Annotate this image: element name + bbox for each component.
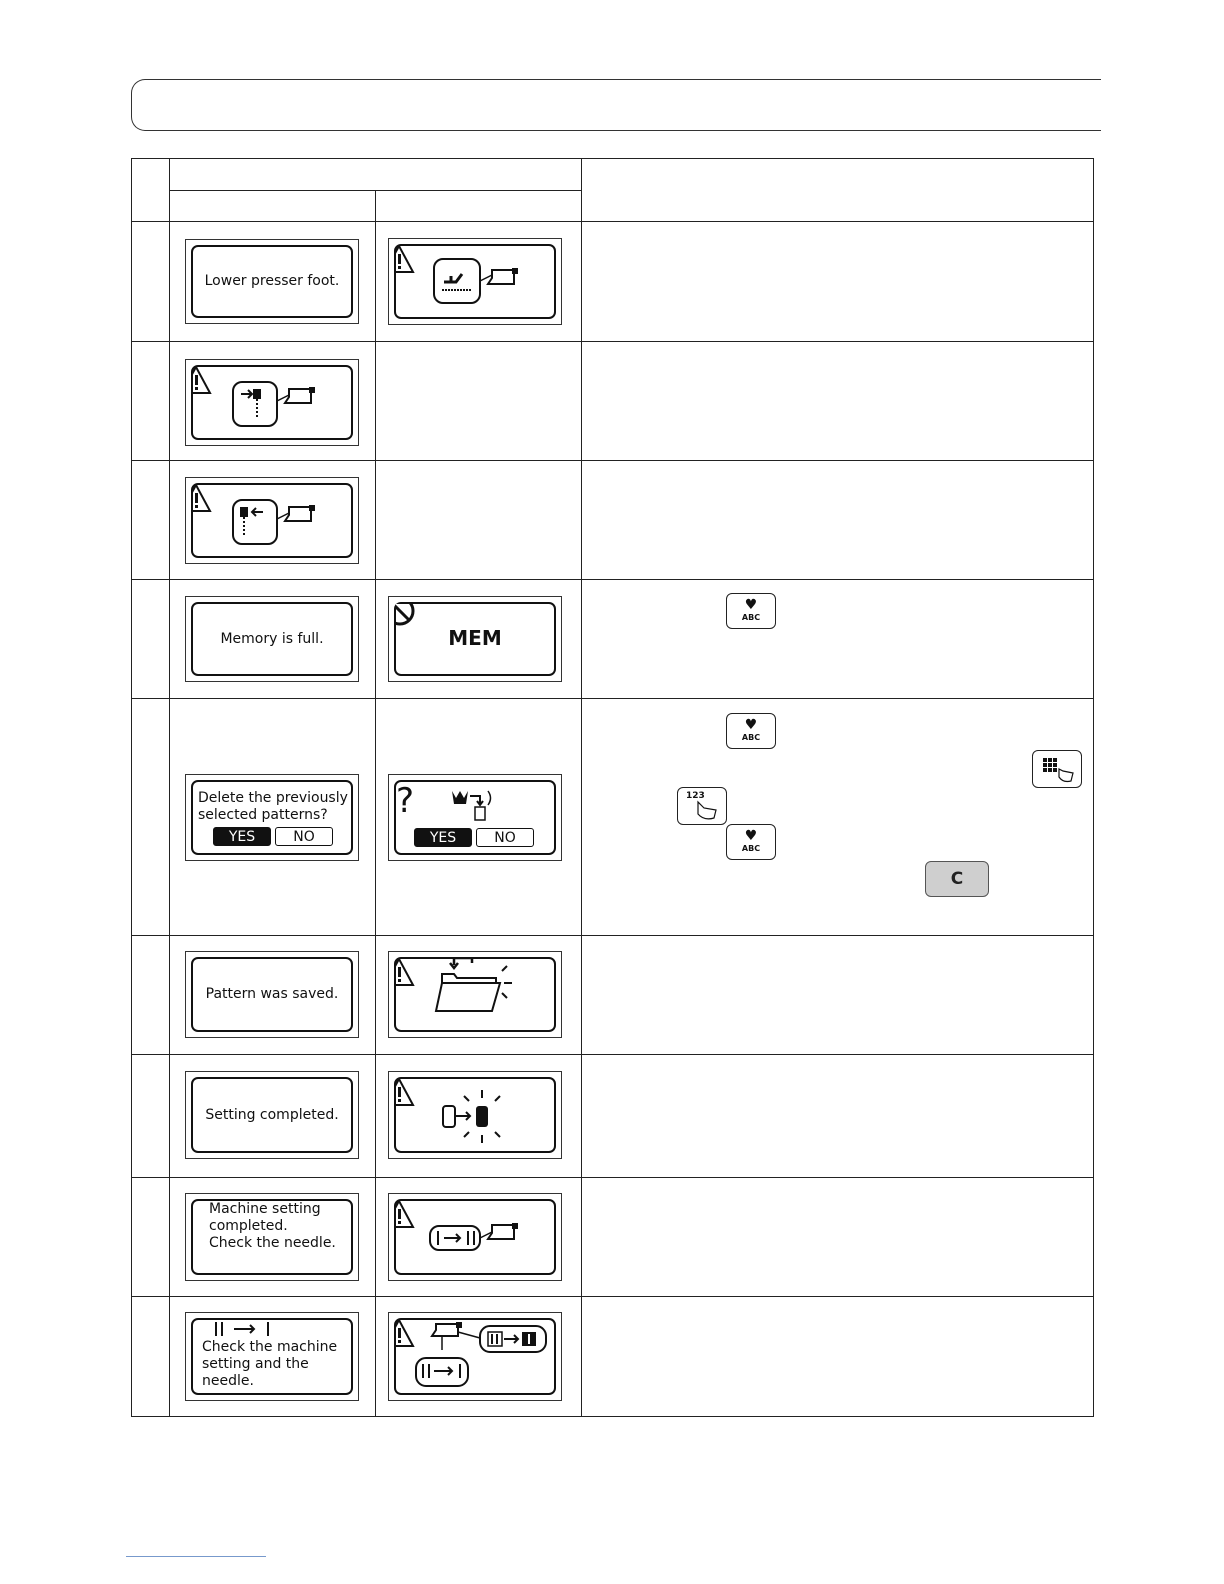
lcd-icon-screen [388, 1071, 562, 1159]
table-row [132, 1297, 1094, 1417]
description-cell [582, 699, 1094, 936]
description-cell [582, 580, 1094, 699]
description-cell [582, 1055, 1094, 1178]
memory-label: MEM [448, 626, 502, 650]
lcd-screen [185, 1193, 359, 1281]
icon-screen-cell [376, 461, 582, 580]
subheader-text-screen [170, 191, 376, 222]
table-row [132, 1055, 1094, 1178]
row-index-cell [132, 1055, 170, 1178]
icon-screen-cell [376, 1055, 582, 1178]
row-index-cell [132, 461, 170, 580]
lcd-message: Lower presser foot. [191, 245, 353, 318]
lcd-icon-screen [185, 359, 359, 446]
header-description-cell [582, 159, 1094, 222]
no-button[interactable]: NO [476, 828, 534, 847]
yes-button[interactable]: YES [414, 828, 472, 847]
table-row [132, 699, 1094, 936]
icon-screen-cell [376, 580, 582, 699]
text-screen-cell [170, 699, 376, 936]
text-screen-cell [170, 461, 376, 580]
description-cell [582, 1178, 1094, 1297]
table-row [132, 1178, 1094, 1297]
sewing-machine-icon [488, 270, 514, 284]
header-screen-cell [170, 159, 582, 191]
sewing-machine-icon [285, 389, 311, 403]
text-screen-cell [170, 936, 376, 1055]
lcd-icon-screen [388, 1312, 562, 1401]
description-cell [582, 1297, 1094, 1417]
clear-button[interactable]: C [925, 861, 989, 897]
table-row [132, 936, 1094, 1055]
text-screen-cell [170, 1055, 376, 1178]
no-button[interactable]: NO [275, 827, 333, 846]
needle-change-icon [210, 1321, 290, 1339]
question-mark-icon: ? [396, 782, 415, 821]
heart-icon: ♥ [744, 717, 758, 733]
description-cell [582, 222, 1094, 342]
description-cell [582, 936, 1094, 1055]
row-index-cell [132, 936, 170, 1055]
lcd-message-line3: needle. [202, 1373, 254, 1389]
presser-foot-icon [396, 246, 560, 323]
needle-right-icon [193, 485, 357, 562]
icon-screen-cell [376, 222, 582, 342]
row-index-cell [132, 342, 170, 461]
table-row [132, 461, 1094, 580]
led-on-icon [396, 1079, 560, 1157]
heart-icon: ♥ [744, 597, 758, 613]
lcd-screen [185, 774, 359, 861]
text-screen-cell [170, 580, 376, 699]
text-screen-cell [170, 222, 376, 342]
pattern-memory-key[interactable]: ♥ ABC [726, 824, 776, 860]
lcd-screen [185, 951, 359, 1038]
lcd-screen [185, 1071, 359, 1159]
row-index-cell [132, 1297, 170, 1417]
section-header-bar [131, 79, 1101, 131]
text-screen-cell [170, 342, 376, 461]
twin-needle-icon [396, 1201, 560, 1279]
lcd-icon-screen [388, 774, 562, 861]
lcd-message: Setting completed. [191, 1077, 353, 1153]
icon-screen-cell [376, 342, 582, 461]
sewing-machine-icon [432, 1324, 458, 1336]
sewing-machine-icon [488, 1225, 514, 1239]
lcd-message-line1: Check the machine [202, 1339, 338, 1355]
icon-screen-cell [376, 1297, 582, 1417]
row-index-cell [132, 580, 170, 699]
text-screen-cell [170, 1178, 376, 1297]
heart-icon: ♥ [744, 828, 758, 844]
lcd-screen [185, 1312, 359, 1401]
lcd-icon-screen [388, 1193, 562, 1281]
delete-prompt-line2: selected patterns? [198, 806, 328, 823]
footer-link-underline [126, 1556, 266, 1557]
description-cell [582, 342, 1094, 461]
lcd-icon-screen [388, 596, 562, 682]
lcd-message-line2: completed. [209, 1218, 288, 1234]
direct-pattern-key[interactable] [1032, 750, 1082, 788]
machine-needle-check-icon [396, 1320, 560, 1399]
yes-button[interactable]: YES [213, 827, 271, 846]
delete-prompt-line1: Delete the previously [198, 789, 348, 806]
icon-screen-cell [376, 699, 582, 936]
lcd-message-line3: Check the needle. [209, 1235, 336, 1251]
row-index-cell [132, 699, 170, 936]
trash-icon [475, 807, 485, 820]
lcd-icon-screen [388, 238, 562, 325]
table-row [132, 222, 1094, 342]
number-key[interactable]: 123 [677, 787, 727, 825]
icon-screen-cell [376, 1178, 582, 1297]
pattern-memory-key[interactable]: ♥ ABC [726, 593, 776, 629]
lcd-message-line2: setting and the [202, 1356, 309, 1372]
description-cell [582, 461, 1094, 580]
subheader-icon-screen [376, 191, 582, 222]
grid-hand-icon [1033, 751, 1081, 787]
lcd-message-line1: Machine setting [209, 1201, 321, 1217]
sewing-machine-icon [285, 507, 311, 521]
pattern-memory-key[interactable]: ♥ ABC [726, 713, 776, 749]
lcd-icon-screen [388, 951, 562, 1038]
row-index-cell [132, 222, 170, 342]
needle-left-icon [193, 367, 357, 444]
icon-screen-cell [376, 936, 582, 1055]
text-screen-cell [170, 1297, 376, 1417]
row-index-cell [132, 1178, 170, 1297]
lcd-screen [185, 239, 359, 324]
lcd-message: Memory is full. [191, 602, 353, 676]
lcd-message: Pattern was saved. [191, 957, 353, 1032]
folder-save-icon [396, 959, 560, 1036]
header-index-cell [132, 159, 170, 222]
header-row [132, 159, 1094, 191]
table-row [132, 342, 1094, 461]
lcd-screen [185, 596, 359, 682]
message-table [131, 158, 1094, 1417]
table-row [132, 580, 1094, 699]
lcd-icon-screen [185, 477, 359, 564]
